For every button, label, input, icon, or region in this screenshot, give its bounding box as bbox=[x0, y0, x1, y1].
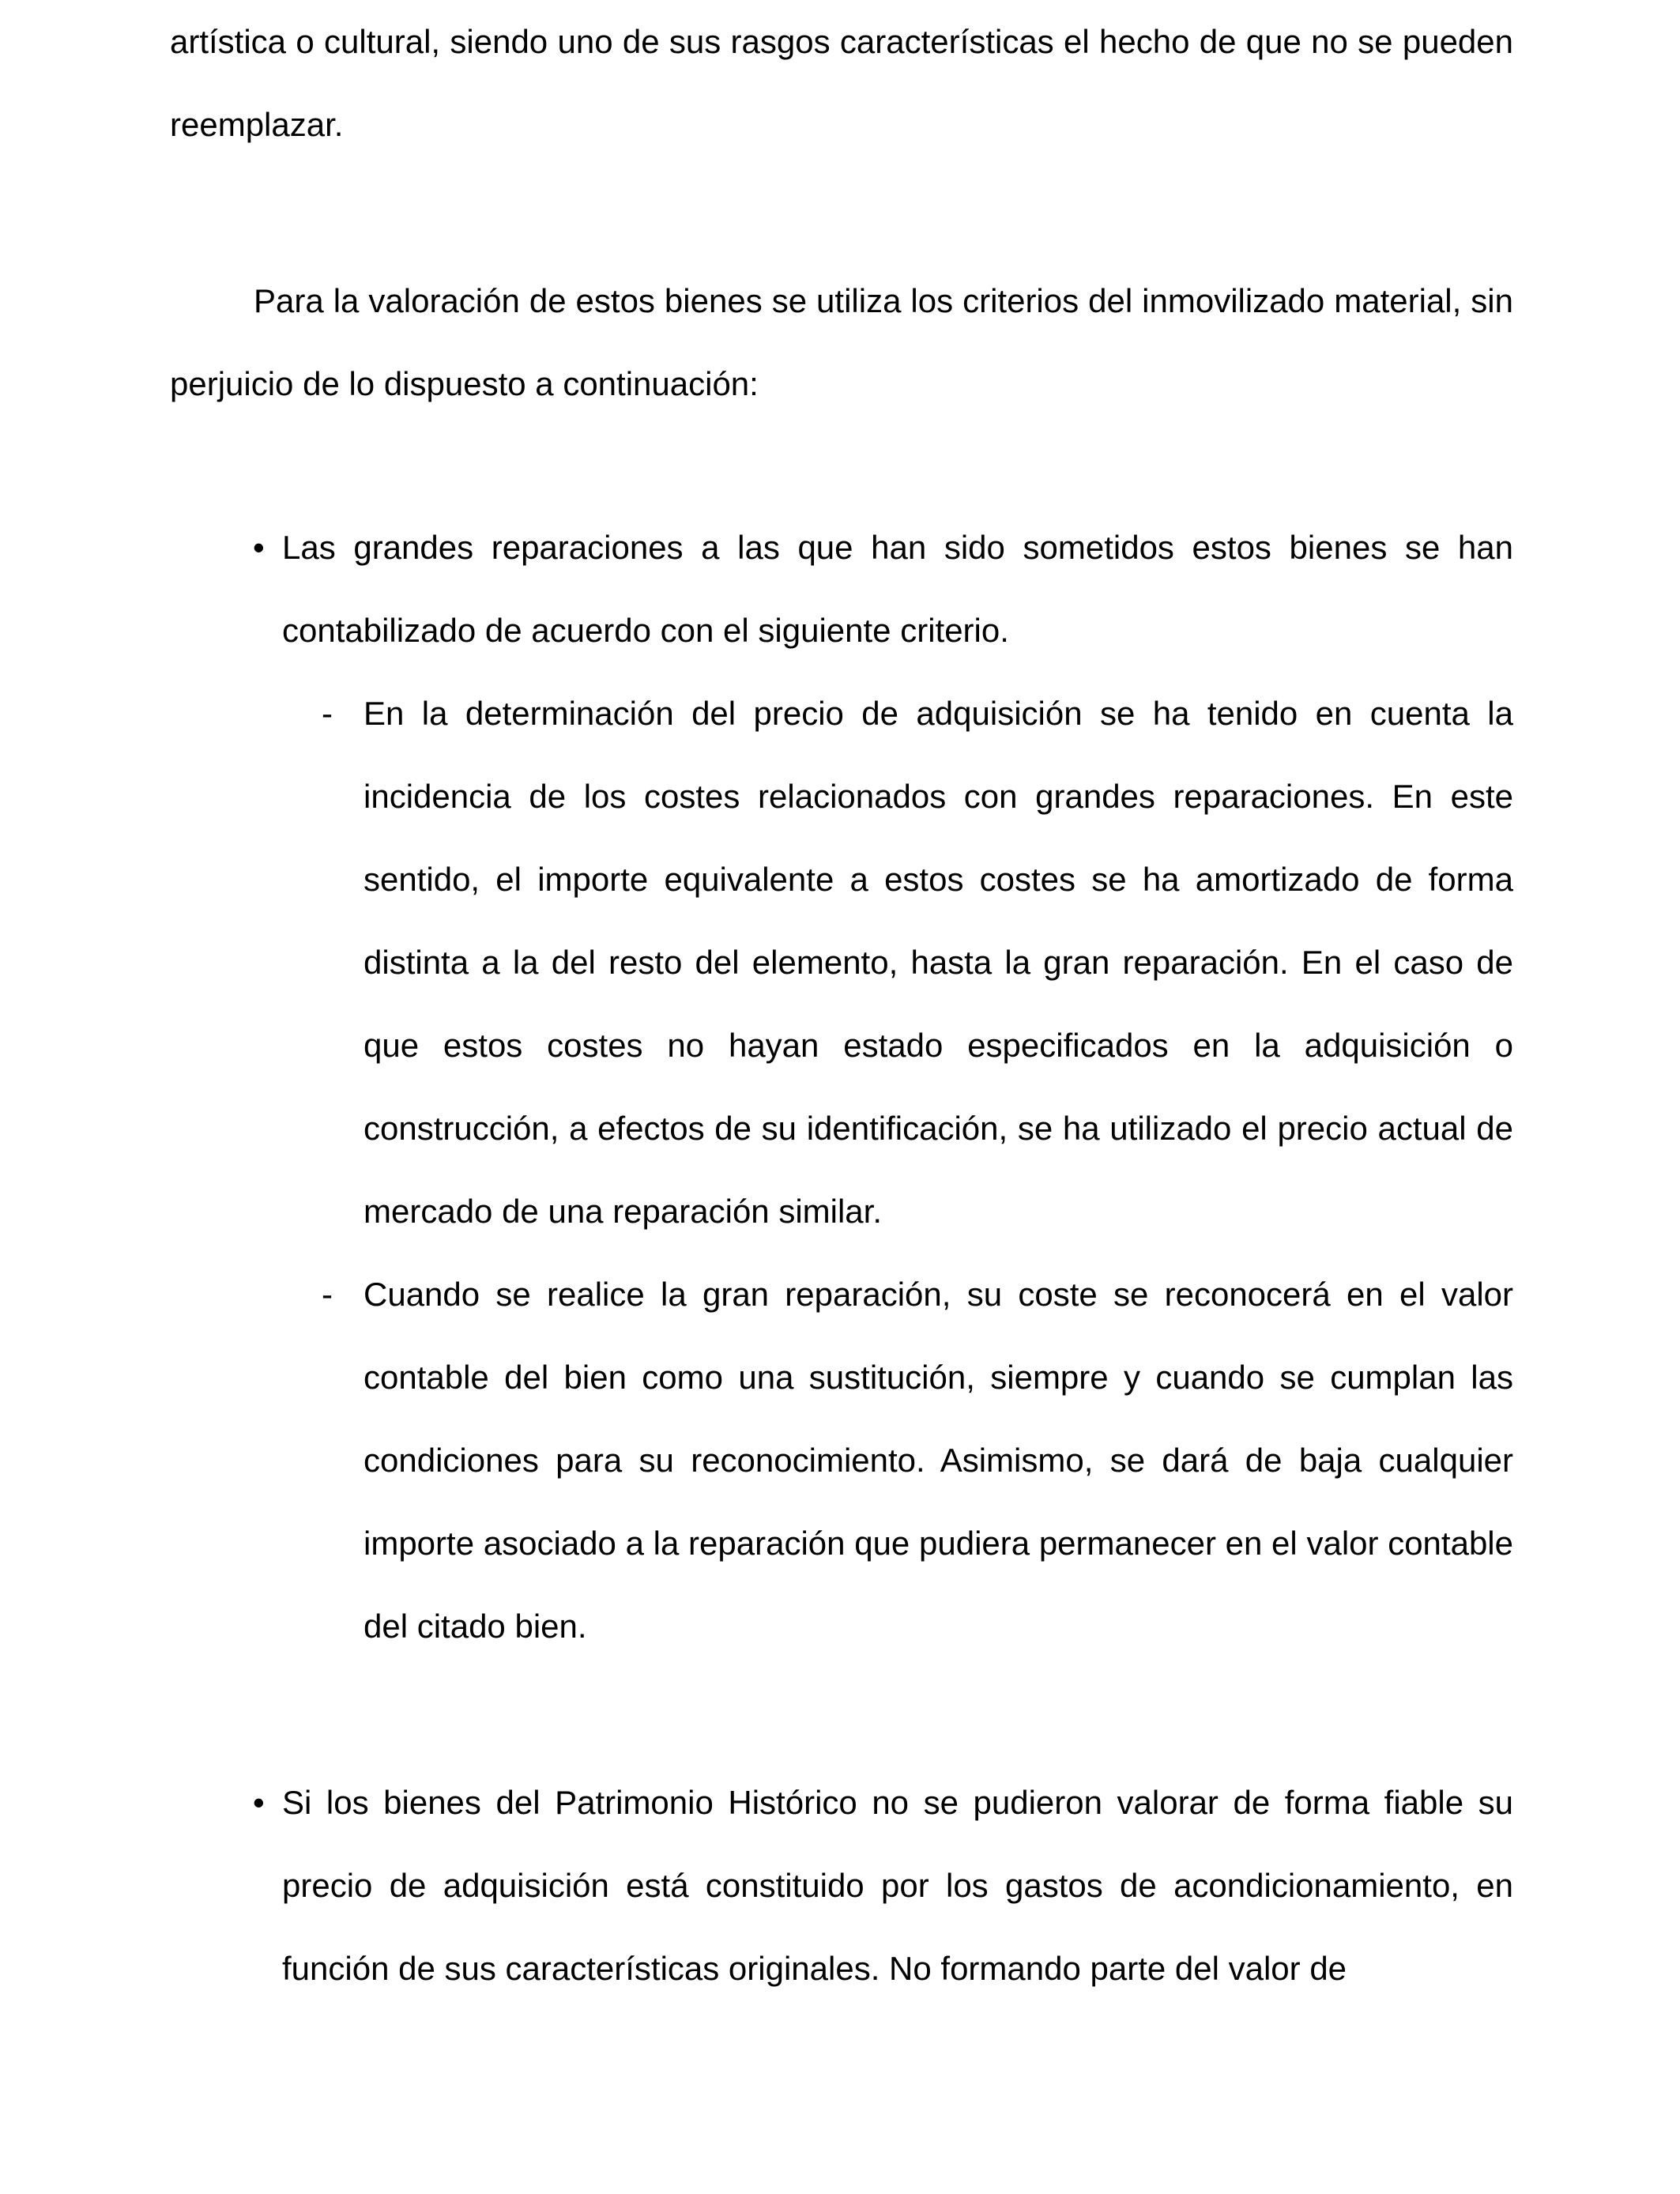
bullet-icon: • bbox=[253, 1784, 265, 1821]
dash-icon: - bbox=[322, 695, 333, 732]
bullet-2-text: Si los bienes del Patrimonio Histórico no se pudieron valorar de forma fiable su precio de adquisición está constituido por los gastos de acondicionamiento, en función de sus características originales. No formando parte del valor de bbox=[282, 1784, 1513, 1987]
dash-icon: - bbox=[322, 1276, 333, 1313]
dash-item-2-text: Cuando se realice la gran reparación, su coste se reconocerá en el valor contable del bien como una sustitución, siempre y cuando se cumplan las condiciones para su reconocimiento. Asimismo, se dará de baja cualquier importe asociado a la reparación que pudiera permanecer en el valor contable del citado bien. bbox=[363, 1276, 1513, 1645]
dash-item-1-text: En la determinación del precio de adquisición se ha tenido en cuenta la incidencia de los costes relacionados con grandes reparaciones. En este sentido, el importe equivalente a estos costes se ha amortizado de forma distinta a la del resto del elemento, hasta la gran reparación. En el caso de que estos costes no hayan estado especificados en la adquisición o construcción, a efectos de su identificación, se ha utilizado el precio actual de mercado de una reparación similar. bbox=[363, 695, 1513, 1230]
bullet-list-item-2 bbox=[170, 1761, 1513, 2010]
dash-list-item-2 bbox=[170, 1253, 1513, 1668]
bullet-1-text: Las grandes reparaciones a las que han sido sometidos estos bienes se han contabilizado de acuerdo con el siguiente criterio. bbox=[282, 529, 1513, 649]
dash-list-item-1 bbox=[170, 672, 1513, 1253]
paragraph-intro: Para la valoración de estos bienes se utiliza los criterios del inmovilizado material, sin perjuicio de lo dispuesto a continuación: bbox=[170, 282, 1513, 402]
bullet-list-item-1 bbox=[170, 506, 1513, 672]
paragraph-continuation: artística o cultural, siendo uno de sus rasgos características el hecho de que no se pueden reemplazar. bbox=[170, 23, 1513, 143]
bullet-icon: • bbox=[253, 529, 265, 566]
page-content bbox=[170, 0, 1513, 2010]
